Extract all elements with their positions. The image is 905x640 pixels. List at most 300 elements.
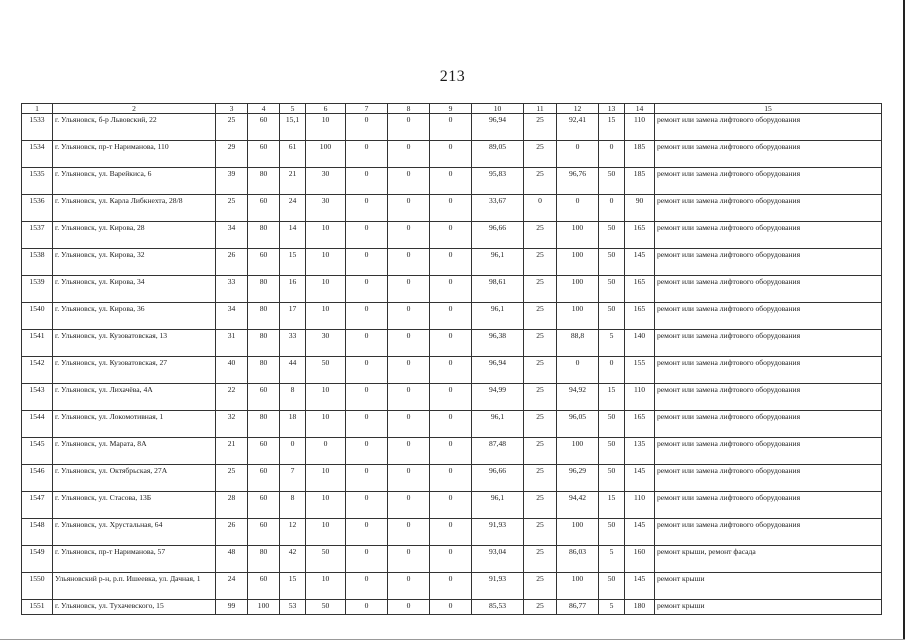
work-type: ремонт или замена лифтового оборудования [655,249,882,276]
row-number: 1540 [22,303,53,330]
cell-col6: 50 [306,357,346,384]
cell-col3: 26 [216,519,248,546]
cell-col4: 60 [248,438,280,465]
cell-col5: 12 [280,519,306,546]
cell-col3: 25 [216,195,248,222]
cell-col3: 99 [216,600,248,615]
cell-col3: 21 [216,438,248,465]
cell-col3: 48 [216,546,248,573]
cell-col4: 60 [248,384,280,411]
cell-col8: 0 [388,141,430,168]
cell-col4: 60 [248,114,280,141]
cell-col6: 10 [306,276,346,303]
column-number: 13 [599,104,625,114]
cell-col7: 0 [346,465,388,492]
cell-col12: 100 [557,276,599,303]
cell-col7: 0 [346,573,388,600]
work-type: ремонт или замена лифтового оборудования [655,168,882,195]
work-type: ремонт или замена лифтового оборудования [655,114,882,141]
cell-col3: 29 [216,141,248,168]
cell-col10: 87,48 [472,438,524,465]
address: Ульяновский р-н, р.п. Ишеевка, ул. Дачная, 1 [53,573,216,600]
column-number: 6 [306,104,346,114]
column-number-row [22,104,882,114]
row-number: 1547 [22,492,53,519]
cell-col14: 165 [625,222,655,249]
cell-col5: 8 [280,492,306,519]
cell-col13: 50 [599,249,625,276]
address: г. Ульяновск, ул. Карла Либкнехта, 28/8 [53,195,216,222]
cell-col5: 42 [280,546,306,573]
table-row [22,465,882,492]
work-type: ремонт или замена лифтового оборудования [655,276,882,303]
cell-col6: 30 [306,330,346,357]
cell-col11: 25 [524,141,557,168]
column-number: 4 [248,104,280,114]
cell-col11: 0 [524,195,557,222]
cell-col7: 0 [346,546,388,573]
cell-col13: 50 [599,573,625,600]
cell-col13: 50 [599,168,625,195]
cell-col5: 53 [280,600,306,615]
work-type: ремонт или замена лифтового оборудования [655,465,882,492]
cell-col11: 25 [524,249,557,276]
cell-col13: 0 [599,195,625,222]
address: г. Ульяновск, ул. Кирова, 36 [53,303,216,330]
cell-col10: 91,93 [472,573,524,600]
cell-col10: 91,93 [472,519,524,546]
cell-col4: 80 [248,546,280,573]
cell-col10: 96,94 [472,357,524,384]
row-number: 1538 [22,249,53,276]
row-number: 1542 [22,357,53,384]
cell-col3: 34 [216,303,248,330]
cell-col4: 80 [248,411,280,438]
cell-col6: 50 [306,546,346,573]
cell-col10: 96,1 [472,303,524,330]
row-number: 1545 [22,438,53,465]
cell-col10: 94,99 [472,384,524,411]
cell-col6: 10 [306,411,346,438]
cell-col9: 0 [430,573,472,600]
cell-col4: 60 [248,249,280,276]
cell-col10: 98,61 [472,276,524,303]
cell-col14: 185 [625,141,655,168]
page-number: 213 [439,68,466,85]
cell-col9: 0 [430,411,472,438]
row-number: 1550 [22,573,53,600]
cell-col13: 15 [599,384,625,411]
row-number: 1543 [22,384,53,411]
cell-col8: 0 [388,384,430,411]
row-number: 1541 [22,330,53,357]
cell-col13: 15 [599,492,625,519]
cell-col12: 96,29 [557,465,599,492]
cell-col11: 25 [524,546,557,573]
row-number: 1536 [22,195,53,222]
cell-col7: 0 [346,276,388,303]
cell-col13: 5 [599,600,625,615]
cell-col5: 8 [280,384,306,411]
cell-col7: 0 [346,600,388,615]
cell-col7: 0 [346,168,388,195]
cell-col11: 25 [524,222,557,249]
cell-col4: 60 [248,573,280,600]
table-row [22,600,882,615]
cell-col3: 31 [216,330,248,357]
cell-col4: 60 [248,141,280,168]
cell-col9: 0 [430,546,472,573]
column-number: 12 [557,104,599,114]
cell-col7: 0 [346,519,388,546]
cell-col13: 50 [599,276,625,303]
cell-col8: 0 [388,600,430,615]
address: г. Ульяновск, ул. Кузоватовская, 27 [53,357,216,384]
table-row [22,276,882,303]
work-type: ремонт или замена лифтового оборудования [655,384,882,411]
cell-col7: 0 [346,249,388,276]
cell-col12: 100 [557,249,599,276]
cell-col5: 61 [280,141,306,168]
cell-col12: 88,8 [557,330,599,357]
work-type: ремонт или замена лифтового оборудования [655,357,882,384]
cell-col12: 94,42 [557,492,599,519]
cell-col10: 96,1 [472,411,524,438]
cell-col4: 60 [248,492,280,519]
cell-col14: 110 [625,492,655,519]
table-row [22,546,882,573]
cell-col4: 80 [248,330,280,357]
cell-col8: 0 [388,411,430,438]
work-type: ремонт или замена лифтового оборудования [655,438,882,465]
cell-col3: 34 [216,222,248,249]
cell-col9: 0 [430,384,472,411]
cell-col7: 0 [346,384,388,411]
cell-col4: 60 [248,519,280,546]
work-type: ремонт или замена лифтового оборудования [655,141,882,168]
work-type: ремонт крыши [655,600,882,615]
cell-col12: 94,92 [557,384,599,411]
work-type: ремонт или замена лифтового оборудования [655,411,882,438]
address: г. Ульяновск, ул. Тухачевского, 15 [53,600,216,615]
column-number: 1 [22,104,53,114]
cell-col12: 100 [557,573,599,600]
cell-col7: 0 [346,141,388,168]
cell-col4: 80 [248,222,280,249]
cell-col10: 85,53 [472,600,524,615]
cell-col9: 0 [430,465,472,492]
cell-col11: 25 [524,438,557,465]
cell-col14: 155 [625,357,655,384]
cell-col14: 135 [625,438,655,465]
cell-col14: 90 [625,195,655,222]
cell-col8: 0 [388,438,430,465]
cell-col5: 24 [280,195,306,222]
cell-col12: 0 [557,195,599,222]
work-type: ремонт или замена лифтового оборудования [655,519,882,546]
cell-col5: 15,1 [280,114,306,141]
cell-col6: 0 [306,438,346,465]
cell-col9: 0 [430,276,472,303]
cell-col3: 28 [216,492,248,519]
cell-col9: 0 [430,168,472,195]
row-number: 1534 [22,141,53,168]
cell-col10: 96,66 [472,465,524,492]
cell-col5: 14 [280,222,306,249]
work-type: ремонт крыши [655,573,882,600]
cell-col13: 50 [599,438,625,465]
cell-col12: 0 [557,141,599,168]
cell-col11: 25 [524,276,557,303]
cell-col14: 165 [625,276,655,303]
cell-col5: 15 [280,249,306,276]
cell-col6: 10 [306,492,346,519]
cell-col3: 25 [216,465,248,492]
cell-col6: 10 [306,249,346,276]
cell-col7: 0 [346,357,388,384]
cell-col9: 0 [430,519,472,546]
cell-col11: 25 [524,411,557,438]
cell-col8: 0 [388,357,430,384]
cell-col4: 80 [248,168,280,195]
cell-col9: 0 [430,492,472,519]
row-number: 1551 [22,600,53,615]
column-number: 5 [280,104,306,114]
cell-col10: 89,05 [472,141,524,168]
address: г. Ульяновск, ул. Кирова, 34 [53,276,216,303]
cell-col12: 100 [557,519,599,546]
cell-col11: 25 [524,465,557,492]
cell-col5: 7 [280,465,306,492]
cell-col14: 145 [625,519,655,546]
cell-col3: 25 [216,114,248,141]
cell-col13: 15 [599,114,625,141]
cell-col9: 0 [430,357,472,384]
table-row [22,195,882,222]
work-type: ремонт или замена лифтового оборудования [655,195,882,222]
cell-col4: 80 [248,303,280,330]
cell-col7: 0 [346,330,388,357]
column-number: 15 [655,104,882,114]
table-row [22,519,882,546]
row-number: 1533 [22,114,53,141]
cell-col14: 145 [625,249,655,276]
cell-col13: 50 [599,411,625,438]
cell-col14: 110 [625,114,655,141]
cell-col6: 10 [306,573,346,600]
cell-col3: 40 [216,357,248,384]
column-number: 14 [625,104,655,114]
cell-col14: 165 [625,303,655,330]
work-type: ремонт или замена лифтового оборудования [655,222,882,249]
address: г. Ульяновск, ул. Марата, 8А [53,438,216,465]
cell-col6: 10 [306,114,346,141]
cell-col10: 33,67 [472,195,524,222]
cell-col8: 0 [388,303,430,330]
cell-col6: 10 [306,384,346,411]
cell-col9: 0 [430,303,472,330]
cell-col13: 5 [599,330,625,357]
cell-col7: 0 [346,195,388,222]
cell-col7: 0 [346,222,388,249]
work-type: ремонт или замена лифтового оборудования [655,303,882,330]
table-row [22,303,882,330]
cell-col5: 21 [280,168,306,195]
cell-col10: 95,83 [472,168,524,195]
address: г. Ульяновск, ул. Лихачёва, 4А [53,384,216,411]
cell-col12: 92,41 [557,114,599,141]
cell-col11: 25 [524,492,557,519]
work-type: ремонт или замена лифтового оборудования [655,330,882,357]
cell-col14: 145 [625,573,655,600]
row-number: 1546 [22,465,53,492]
cell-col12: 96,05 [557,411,599,438]
cell-col10: 93,04 [472,546,524,573]
cell-col11: 25 [524,168,557,195]
cell-col5: 17 [280,303,306,330]
cell-col3: 24 [216,573,248,600]
cell-col5: 18 [280,411,306,438]
cell-col9: 0 [430,222,472,249]
cell-col6: 30 [306,195,346,222]
cell-col14: 160 [625,546,655,573]
row-number: 1539 [22,276,53,303]
cell-col5: 15 [280,573,306,600]
address: г. Ульяновск, пр-т Нариманова, 57 [53,546,216,573]
cell-col6: 10 [306,303,346,330]
cell-col5: 33 [280,330,306,357]
cell-col11: 25 [524,357,557,384]
work-type: ремонт крыши, ремонт фасада [655,546,882,573]
cell-col7: 0 [346,492,388,519]
cell-col11: 25 [524,114,557,141]
cell-col11: 25 [524,600,557,615]
address: г. Ульяновск, ул. Кирова, 28 [53,222,216,249]
cell-col12: 96,76 [557,168,599,195]
address: г. Ульяновск, б-р Львовский, 22 [53,114,216,141]
cell-col4: 60 [248,195,280,222]
cell-col5: 0 [280,438,306,465]
cell-col10: 96,1 [472,249,524,276]
cell-col8: 0 [388,573,430,600]
cell-col6: 10 [306,222,346,249]
address: г. Ульяновск, ул. Кирова, 32 [53,249,216,276]
address: г. Ульяновск, пр-т Нариманова, 110 [53,141,216,168]
cell-col8: 0 [388,114,430,141]
cell-col5: 16 [280,276,306,303]
cell-col10: 96,94 [472,114,524,141]
address: г. Ульяновск, ул. Октябрьская, 27А [53,465,216,492]
cell-col8: 0 [388,249,430,276]
cell-col7: 0 [346,303,388,330]
cell-col5: 44 [280,357,306,384]
cell-col4: 60 [248,465,280,492]
table-row [22,114,882,141]
cell-col12: 86,77 [557,600,599,615]
table-row [22,438,882,465]
table-row [22,492,882,519]
table-row [22,330,882,357]
table-row [22,141,882,168]
table-row [22,168,882,195]
cell-col8: 0 [388,465,430,492]
column-number: 9 [430,104,472,114]
cell-col9: 0 [430,141,472,168]
cell-col14: 180 [625,600,655,615]
cell-col7: 0 [346,114,388,141]
cell-col7: 0 [346,411,388,438]
cell-col9: 0 [430,600,472,615]
cell-col8: 0 [388,519,430,546]
cell-col12: 100 [557,222,599,249]
table-row [22,249,882,276]
column-number: 11 [524,104,557,114]
cell-col8: 0 [388,492,430,519]
address: г. Ульяновск, ул. Стасова, 13Б [53,492,216,519]
table-row [22,573,882,600]
cell-col9: 0 [430,195,472,222]
cell-col11: 25 [524,384,557,411]
cell-col11: 25 [524,573,557,600]
cell-col12: 100 [557,438,599,465]
address: г. Ульяновск, ул. Локомотивная, 1 [53,411,216,438]
cell-col14: 165 [625,411,655,438]
table-body [22,104,882,615]
cell-col11: 25 [524,330,557,357]
address: г. Ульяновск, ул. Кузоватовская, 13 [53,330,216,357]
address: г. Ульяновск, ул. Хрустальная, 64 [53,519,216,546]
column-number: 3 [216,104,248,114]
cell-col3: 39 [216,168,248,195]
cell-col10: 96,66 [472,222,524,249]
column-number: 10 [472,104,524,114]
cell-col6: 30 [306,168,346,195]
cell-col9: 0 [430,114,472,141]
cell-col8: 0 [388,195,430,222]
cell-col9: 0 [430,438,472,465]
cell-col3: 33 [216,276,248,303]
cell-col12: 0 [557,357,599,384]
cell-col12: 100 [557,303,599,330]
table-row [22,384,882,411]
table-row [22,222,882,249]
cell-col10: 96,1 [472,492,524,519]
cell-col14: 110 [625,384,655,411]
cell-col11: 25 [524,519,557,546]
cell-col8: 0 [388,276,430,303]
cell-col8: 0 [388,546,430,573]
row-number: 1544 [22,411,53,438]
row-number: 1548 [22,519,53,546]
cell-col4: 100 [248,600,280,615]
cell-col6: 10 [306,465,346,492]
cell-col8: 0 [388,168,430,195]
row-number: 1537 [22,222,53,249]
cell-col13: 50 [599,519,625,546]
cell-col8: 0 [388,330,430,357]
cell-col6: 10 [306,519,346,546]
address: г. Ульяновск, ул. Варейкиса, 6 [53,168,216,195]
row-number: 1535 [22,168,53,195]
row-number: 1549 [22,546,53,573]
column-number: 7 [346,104,388,114]
cell-col14: 145 [625,465,655,492]
cell-col3: 26 [216,249,248,276]
registry-table [21,103,882,615]
cell-col13: 0 [599,141,625,168]
table-row [22,357,882,384]
cell-col8: 0 [388,222,430,249]
